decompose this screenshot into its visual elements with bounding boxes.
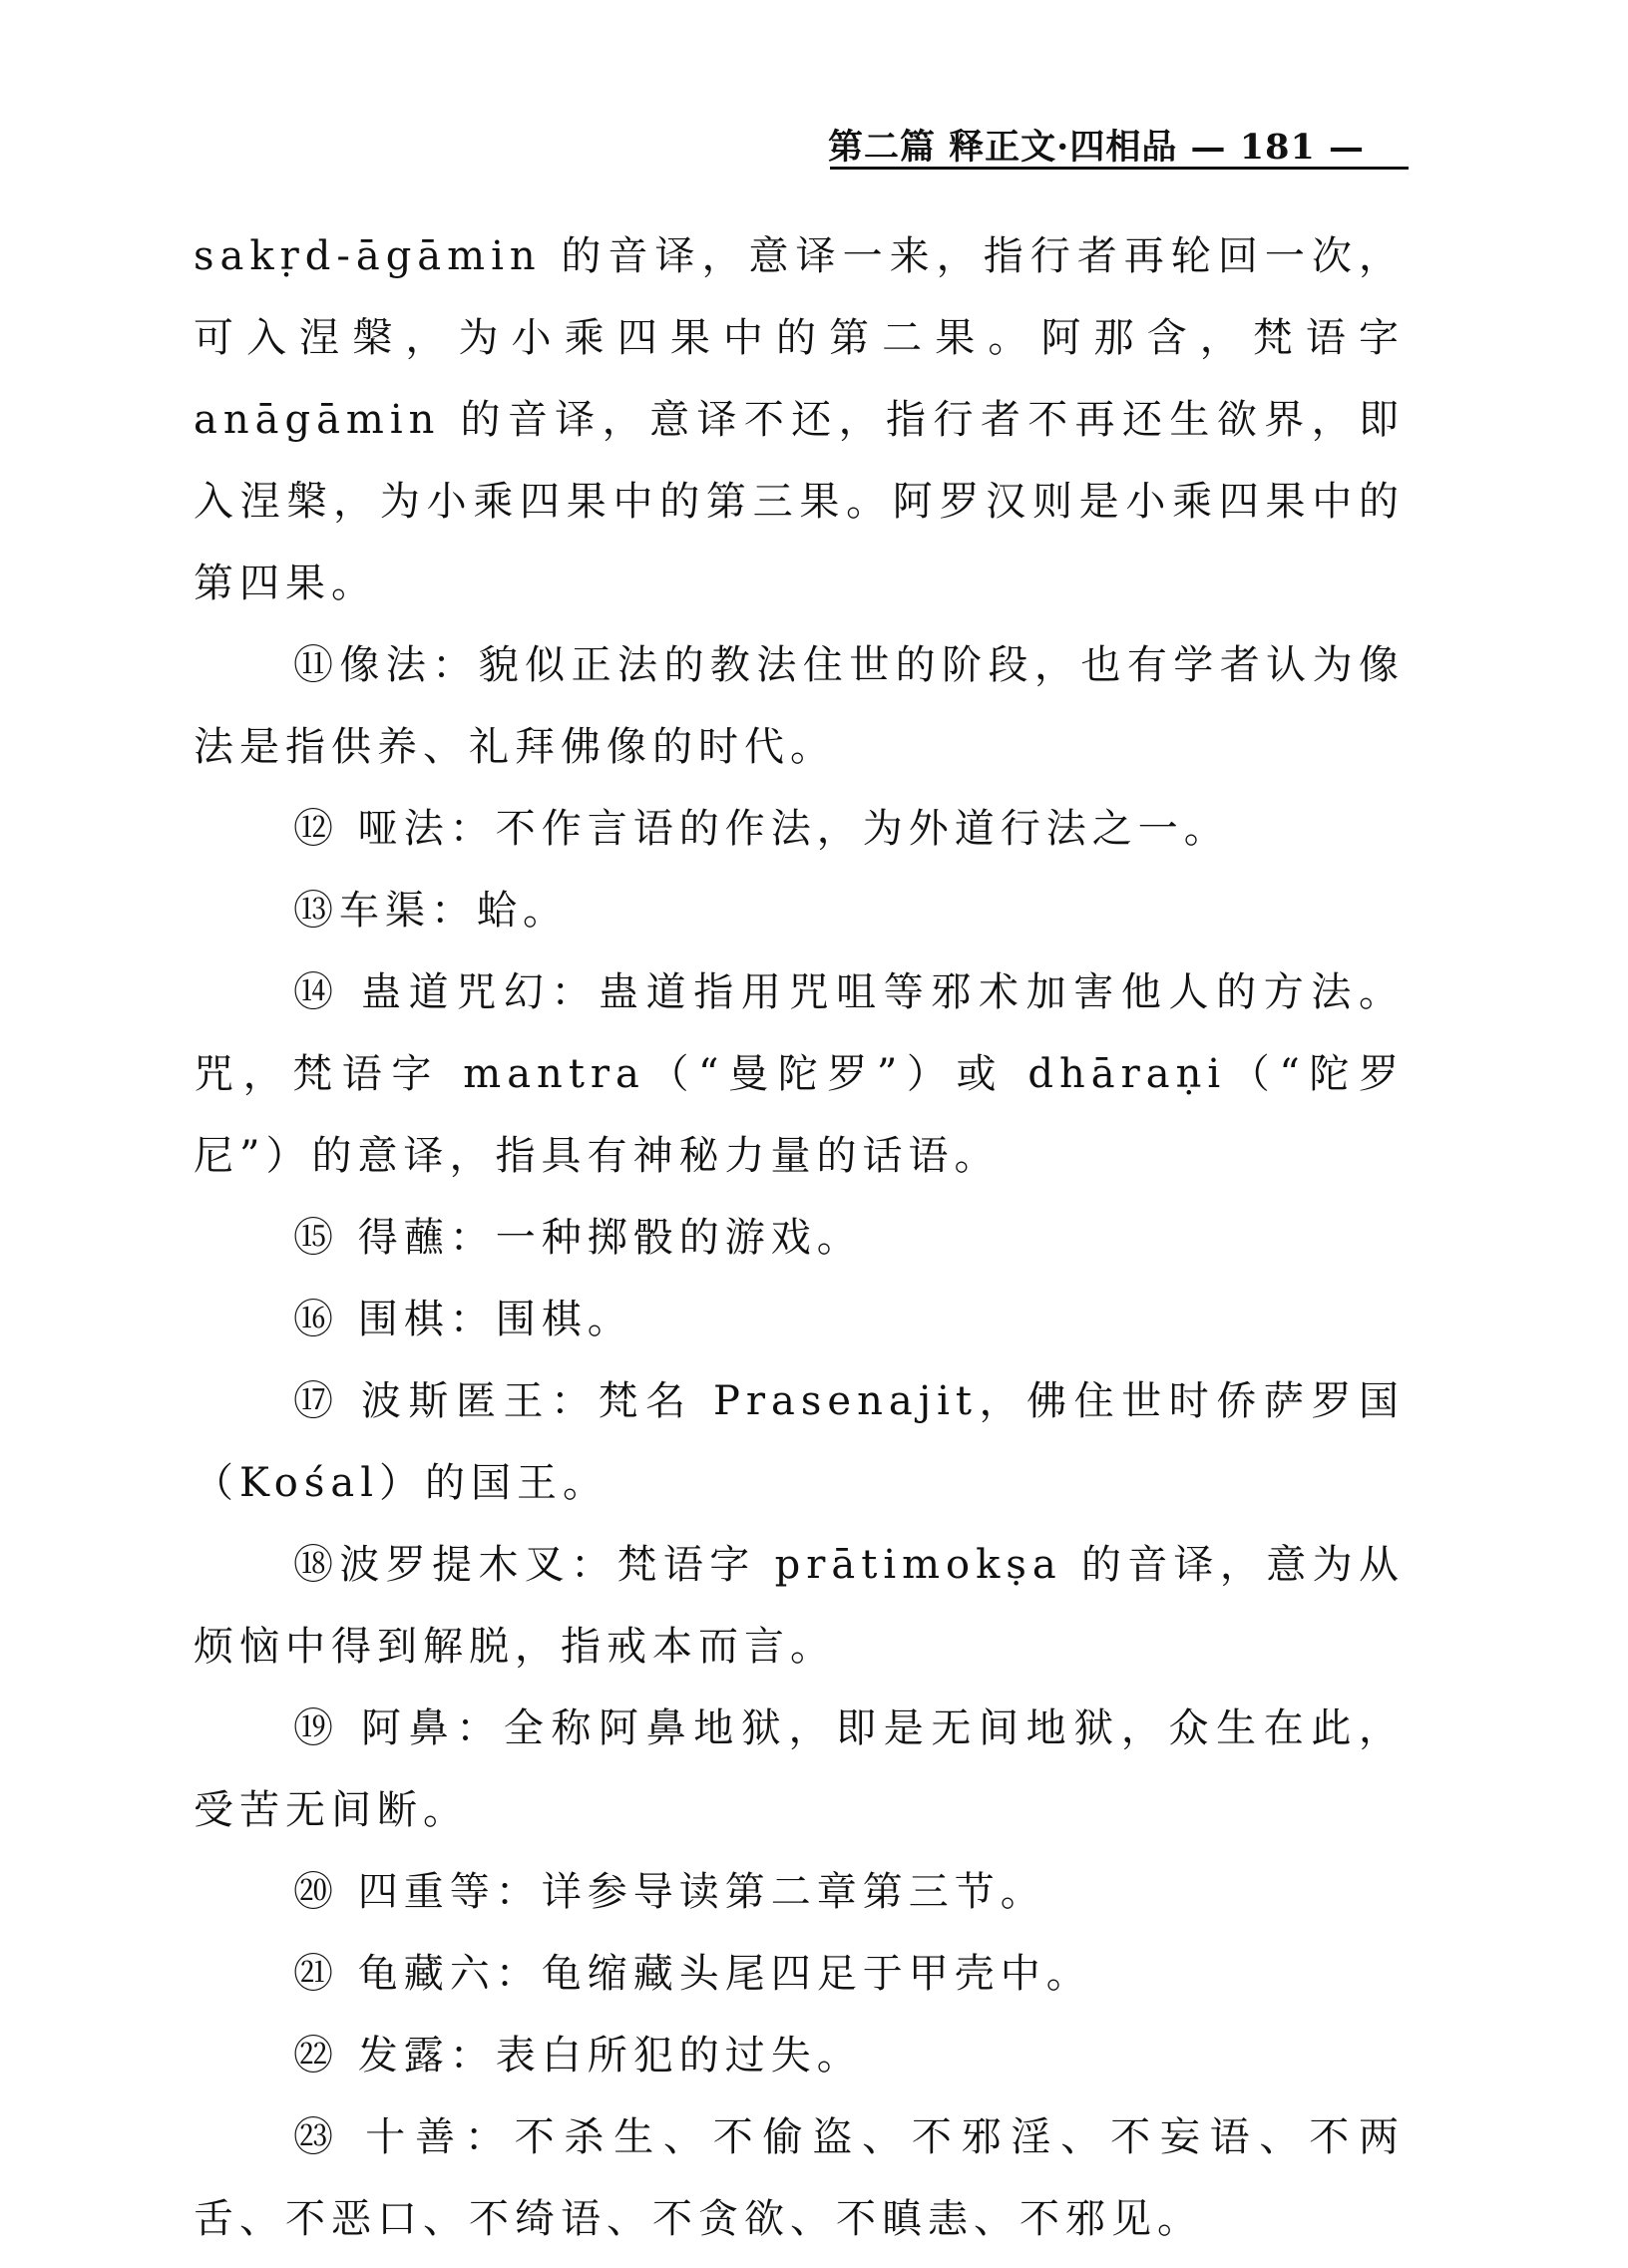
note-18: ⑱波罗提木叉：梵语字 prātimokṣa 的音译，意为从烦恼中得到解脱，指戒本而言。: [194, 1542, 1405, 1670]
note-23: ㉓ 十善：不杀生、不偷盗、不邪淫、不妄语、不两舌、不恶口、不绮语、不贪欲、不瞋恚、不邪见。: [194, 2114, 1405, 2242]
header-rule: [830, 167, 1409, 170]
note-19: ⑲ 阿鼻：全称阿鼻地狱，即是无间地狱，众生在此，受苦无间断。: [194, 1705, 1405, 1833]
page-body: [194, 215, 1405, 2260]
note-12: ⑫ 哑法：不作言语的作法，为外道行法之一。: [293, 806, 1230, 852]
note-11: ⑪像法：貌似正法的教法住世的阶段，也有学者认为像法是指供养、礼拜佛像的时代。: [194, 642, 1405, 770]
note-17: ⑰ 波斯匿王：梵名 Prasenajit，佛住世时侨萨罗国（Kośal）的国王。: [194, 1378, 1405, 1506]
note-13: ⑬车渠：蛤。: [293, 888, 569, 934]
note-16: ⑯ 围棋：围棋。: [293, 1297, 633, 1342]
running-head: 第二篇 释正文·四相品 — 181 —: [828, 127, 1365, 168]
note-21: ㉑ 龟藏六：龟缩藏头尾四足于甲壳中。: [293, 1951, 1092, 1997]
paragraph-continuation: sakṛd-āgāmin 的音译，意译一来，指行者再轮回一次，可入涅槃，为小乘四果中的第二果。阿那含，梵语字 anāgāmin 的音译，意译不还，指行者不再还生欲界，即入涅槃，为小乘四果中的第三果。阿罗汉则是小乘四果中的第四果。: [194, 233, 1405, 606]
note-22: ㉒ 发露：表白所犯的过失。: [293, 2033, 863, 2079]
note-15: ⑮ 得蘸：一种掷骰的游戏。: [293, 1215, 863, 1261]
note-20: ⑳ 四重等：详参导读第二章第三节。: [293, 1869, 1046, 1915]
note-14: ⑭ 蛊道咒幻：蛊道指用咒咀等邪术加害他人的方法。咒，梵语字 mantra（“曼陀罗”）或 dhāraṇi（“陀罗尼”）的意译，指具有神秘力量的话语。: [194, 969, 1405, 1179]
